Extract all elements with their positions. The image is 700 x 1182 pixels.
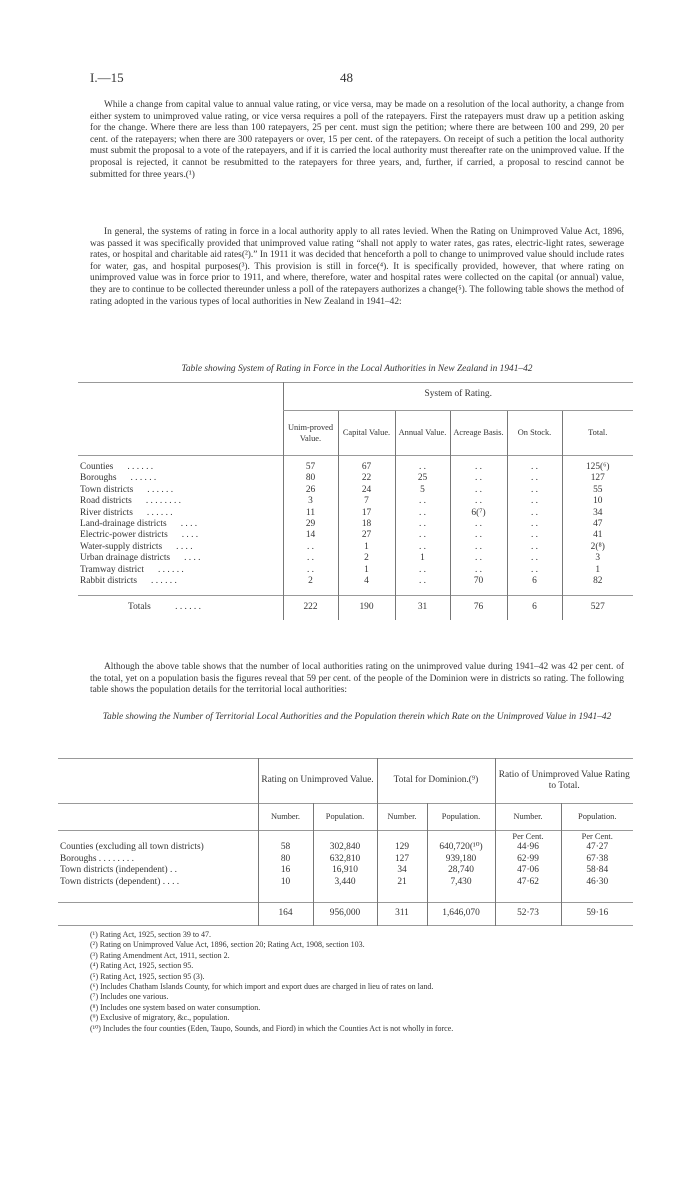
row-label: Electric-power districts <box>80 530 168 541</box>
t2-total-5: 59·16 <box>561 903 633 926</box>
table-row <box>78 565 633 576</box>
row-label: Town districts (independent) . . <box>60 865 178 876</box>
total-acreage: 76 <box>450 596 507 620</box>
t2-total-0: 164 <box>258 903 313 926</box>
table-row <box>78 576 633 587</box>
table1-caption: Table showing System of Rating in Force in the Local Authorities in New Zealand in 1941–42 <box>181 364 533 374</box>
row-leader-dots: . . . . <box>180 518 198 529</box>
cell-unimproved: 80 <box>283 473 338 484</box>
cell-2: 21 <box>377 877 427 888</box>
t2-total-4: 52·73 <box>495 903 561 926</box>
group-total-dominion: Total for Dominion.(⁹) <box>377 759 495 804</box>
cell-stock: . . <box>507 455 562 473</box>
cell-unimproved: . . <box>283 565 338 576</box>
col-unimproved: Unim-proved Value. <box>283 411 338 456</box>
cell-unimproved: 14 <box>283 530 338 541</box>
row-leader-dots: . . . . . . <box>130 473 157 484</box>
cell-1: 632,810 <box>313 854 377 865</box>
cell-unimproved: 2 <box>283 576 338 587</box>
cell-1: 16,910 <box>313 865 377 876</box>
paragraph-2: In general, the systems of rating in force in a local authority apply to all rates levied. When the Rating on Unimproved Value Act, 1896, was passed it was specifically provided that unimproved value rating “shall not apply to water rates, gas rates, electric-light rates, sewerage rates, or hospital and charitable aid rates(²).” In 1911 it was decided that henceforth a poll to change to unimproved value should include rates for water, gas, and hospital purposes(³). This provision is still in force(⁴). It is specifically provided, however, that where rating on unimproved value was in force prior to 1911, and where, therefore, water and hospital rates were collected on the capital (or annual) value, they are to continue to be collected thereunder unless a poll of the ratepayers authorizes a change(⁵). The following table shows the method of rating adopted in the various types of local authorities in New Zealand in 1941–42: <box>90 227 624 307</box>
cell-total: 3 <box>562 553 633 564</box>
row-label: Urban drainage districts <box>80 553 171 564</box>
row-leader-dots: . . . . <box>176 541 193 552</box>
cell-stock: 6 <box>507 576 562 587</box>
row-label: Tramway district <box>80 564 144 575</box>
col-capital: Capital Value. <box>338 411 395 456</box>
cell-3: 28,740 <box>427 865 495 876</box>
cell-stock: . . <box>507 473 562 484</box>
row-label: Land-drainage districts <box>80 518 167 529</box>
table-row <box>78 473 633 484</box>
footnote: (⁷) Includes one various. <box>90 992 169 1002</box>
cell-1: 3,440 <box>313 877 377 888</box>
cell-capital: 4 <box>338 576 395 587</box>
row-label: Boroughs <box>80 473 117 484</box>
col-acreage: Acreage Basis. <box>450 411 507 456</box>
cell-unimproved: 3 <box>283 496 338 507</box>
cell-total: 82 <box>562 576 633 587</box>
sub-population-1: Population. <box>313 804 377 831</box>
group-rating-unimproved: Rating on Unimproved Value. <box>258 759 377 804</box>
row-leader-dots: . . . . <box>184 553 201 564</box>
row-label: Water-supply districts <box>80 541 163 552</box>
cell-acreage: . . <box>450 542 507 553</box>
cell-annual: . . <box>395 542 450 553</box>
cell-stock: . . <box>507 496 562 507</box>
cell-0: 16 <box>258 865 313 876</box>
cell-capital: 67 <box>338 455 395 473</box>
cell-total: 2(⁸) <box>562 542 633 553</box>
cell-2: 129 <box>377 842 427 853</box>
cell-acreage: 70 <box>450 576 507 587</box>
paragraph-1: While a change from capital value to annual value rating, or vice versa, may be made on a resolution of the local authority, a change from either system to unimproved value rating, or vice versa requires a poll of the ratepayers. First the ratepayers must draw up a petition asking for the change. Where there are less than 100 ratepayers, 25 per cent. must sign the petition; where there are between 100 and 299, 20 per cent. of the ratepayers; when there are 300 ratepayers or over, 15 per cent. of the ratepayers. On receipt of such a petition the local authority must submit the proposal to a vote of the ratepayers, and if it is carried the local authority must thereafter rate on the unimproved value. If the proposal is rejected, it cannot be resubmitted to the ratepayers for three years, and, further, if carried, a proposal to rescind cannot be submitted for three years.(¹) <box>90 100 624 180</box>
cell-unimproved: . . <box>283 542 338 553</box>
paragraph-3: Although the above table shows that the number of local authorities rating on the unimproved value during 1941–42 was 42 per cent. of the total, yet on a population basis the figures reveal that 59 per cent. of the people of the Dominion were in districts so rating. The following table shows the population details for the territorial local authorities: <box>90 662 624 696</box>
cell-capital: 1 <box>338 565 395 576</box>
cell-4: 62·99 <box>495 854 561 865</box>
cell-4: 44·96 <box>495 842 561 853</box>
cell-annual: 1 <box>395 553 450 564</box>
cell-2: 127 <box>377 854 427 865</box>
row-leader-dots: . . . . . . <box>127 461 154 472</box>
cell-5: 46·30 <box>561 877 633 888</box>
cell-capital: 22 <box>338 473 395 484</box>
row-label: Counties (excluding all town districts) <box>60 842 204 853</box>
row-label: River districts <box>80 507 133 518</box>
cell-3: 939,180 <box>427 854 495 865</box>
cell-stock: . . <box>507 542 562 553</box>
cell-capital: 27 <box>338 530 395 541</box>
row-label: Boroughs . . . . . . . . <box>60 853 134 864</box>
cell-stock: . . <box>507 508 562 519</box>
cell-5: 47·27 <box>561 842 633 853</box>
footnote: (⁶) Includes Chatham Islands County, for which import and export dues are charged in lieu of rates on land. <box>90 982 434 992</box>
cell-0: 10 <box>258 877 313 888</box>
cell-annual: . . <box>395 519 450 530</box>
cell-acreage: . . <box>450 530 507 541</box>
cell-3: 7,430 <box>427 877 495 888</box>
cell-acreage: . . <box>450 496 507 507</box>
cell-5: 67·38 <box>561 854 633 865</box>
cell-1: 302,840 <box>313 842 377 853</box>
col-annual: Annual Value. <box>395 411 450 456</box>
cell-unimproved: 57 <box>283 455 338 473</box>
units-row <box>58 831 633 843</box>
totals-label: Totals <box>128 602 151 613</box>
cell-capital: 2 <box>338 553 395 564</box>
cell-2: 34 <box>377 865 427 876</box>
row-label: Road districts <box>80 496 132 507</box>
cell-total: 1 <box>562 565 633 576</box>
col-stock: On Stock. <box>507 411 562 456</box>
cell-acreage: . . <box>450 565 507 576</box>
table1-group-header: System of Rating. <box>283 383 633 411</box>
total-stock: 6 <box>507 596 562 620</box>
unit-percent-1: Per Cent. <box>495 831 561 843</box>
footnotes <box>90 930 630 1034</box>
footnote: (⁹) Exclusive of migratory, &c., population. <box>90 1013 230 1023</box>
sub-number-3: Number. <box>495 804 561 831</box>
cell-total: 125(⁶) <box>562 455 633 473</box>
row-leader-dots: . . . . . . <box>147 484 174 495</box>
row-leader-dots: . . . . . . <box>157 564 184 575</box>
t2-total-3: 1,646,070 <box>427 903 495 926</box>
cell-acreage: . . <box>450 455 507 473</box>
footnote: (⁸) Includes one system based on water consumption. <box>90 1002 261 1012</box>
cell-3: 640,720(¹⁰) <box>427 842 495 853</box>
page-number: 48 <box>340 70 353 85</box>
table-row <box>78 508 633 519</box>
cell-unimproved: 26 <box>283 485 338 496</box>
row-label: Rabbit districts <box>80 575 138 586</box>
sub-population-2: Population. <box>427 804 495 831</box>
footnote: (¹⁰) Includes the four counties (Eden, Taupo, Sounds, and Fiord) in which the Counties Act is not wholly in force. <box>90 1023 454 1033</box>
table-row <box>78 485 633 496</box>
population-table <box>58 758 633 926</box>
cell-stock: . . <box>507 485 562 496</box>
cell-stock: . . <box>507 530 562 541</box>
sub-number-1: Number. <box>258 804 313 831</box>
table-row <box>78 553 633 564</box>
footnote: (²) Rating on Unimproved Value Act, 1896, section 20; Rating Act, 1908, section 103. <box>90 940 365 950</box>
cell-annual: . . <box>395 508 450 519</box>
cell-0: 58 <box>258 842 313 853</box>
footnote: (⁵) Rating Act, 1925, section 95 (3). <box>90 971 205 981</box>
cell-total: 10 <box>562 496 633 507</box>
cell-total: 41 <box>562 530 633 541</box>
cell-total: 34 <box>562 508 633 519</box>
total-unimproved: 222 <box>283 596 338 620</box>
table-row <box>78 530 633 541</box>
rating-system-table <box>78 382 633 620</box>
cell-stock: . . <box>507 565 562 576</box>
cell-capital: 7 <box>338 496 395 507</box>
table2-totals-row <box>58 903 633 926</box>
table-row <box>58 854 633 865</box>
cell-unimproved: 11 <box>283 508 338 519</box>
total-annual: 31 <box>395 596 450 620</box>
footnote: (⁴) Rating Act, 1925, section 95. <box>90 961 194 971</box>
unit-percent-2: Per Cent. <box>561 831 633 843</box>
sub-population-3: Population. <box>561 804 633 831</box>
cell-unimproved: . . <box>283 553 338 564</box>
cell-4: 47·06 <box>495 865 561 876</box>
cell-annual: . . <box>395 565 450 576</box>
totals-dots: . . . . . . <box>175 602 201 613</box>
row-leader-dots: . . . . . . <box>151 575 177 586</box>
t2-total-2: 311 <box>377 903 427 926</box>
footnote: (¹) Rating Act, 1925, section 39 to 47. <box>90 930 212 939</box>
spacer-row <box>78 587 633 596</box>
spacer-row <box>58 888 633 903</box>
row-leader-dots: . . . . . . . . <box>145 496 181 507</box>
cell-annual: . . <box>395 496 450 507</box>
table-row <box>58 865 633 876</box>
cell-0: 80 <box>258 854 313 865</box>
table-row <box>78 496 633 507</box>
row-leader-dots: . . . . <box>181 530 199 541</box>
cell-4: 47·62 <box>495 877 561 888</box>
cell-stock: . . <box>507 553 562 564</box>
cell-capital: 17 <box>338 508 395 519</box>
table-row <box>58 842 633 853</box>
footnote: (³) Rating Amendment Act, 1911, section 2. <box>90 950 230 960</box>
cell-annual: . . <box>395 530 450 541</box>
total-total: 527 <box>562 596 633 620</box>
table1-totals-row <box>78 596 633 620</box>
row-leader-dots: . . . . . . <box>146 507 173 518</box>
cell-annual: . . <box>395 455 450 473</box>
cell-acreage: . . <box>450 519 507 530</box>
table2-caption: Table showing the Number of Territorial Local Authorities and the Population therein which Rate on the Unimproved Value in 1941–42 <box>102 712 612 722</box>
table-row <box>78 455 633 473</box>
cell-acreage: . . <box>450 485 507 496</box>
cell-unimproved: 29 <box>283 519 338 530</box>
cell-total: 127 <box>562 473 633 484</box>
table-row <box>58 877 633 888</box>
table-row <box>78 542 633 553</box>
row-label: Town districts <box>80 484 134 495</box>
table-row <box>78 519 633 530</box>
total-capital: 190 <box>338 596 395 620</box>
cell-annual: 5 <box>395 485 450 496</box>
row-label: Town districts (dependent) . . . . <box>60 876 180 887</box>
group-ratio: Ratio of Unimproved Value Rating to Total. <box>495 759 633 804</box>
row-label: Counties <box>80 461 114 472</box>
cell-acreage: . . <box>450 553 507 564</box>
col-total: Total. <box>562 411 633 456</box>
cell-annual: 25 <box>395 473 450 484</box>
sub-number-2: Number. <box>377 804 427 831</box>
cell-total: 47 <box>562 519 633 530</box>
cell-5: 58·84 <box>561 865 633 876</box>
cell-acreage: 6(⁷) <box>450 508 507 519</box>
cell-capital: 24 <box>338 485 395 496</box>
cell-acreage: . . <box>450 473 507 484</box>
cell-annual: . . <box>395 576 450 587</box>
t2-total-1: 956,000 <box>313 903 377 926</box>
cell-capital: 18 <box>338 519 395 530</box>
cell-total: 55 <box>562 485 633 496</box>
cell-stock: . . <box>507 519 562 530</box>
document-reference: I.—15 <box>90 70 124 85</box>
cell-capital: 1 <box>338 542 395 553</box>
